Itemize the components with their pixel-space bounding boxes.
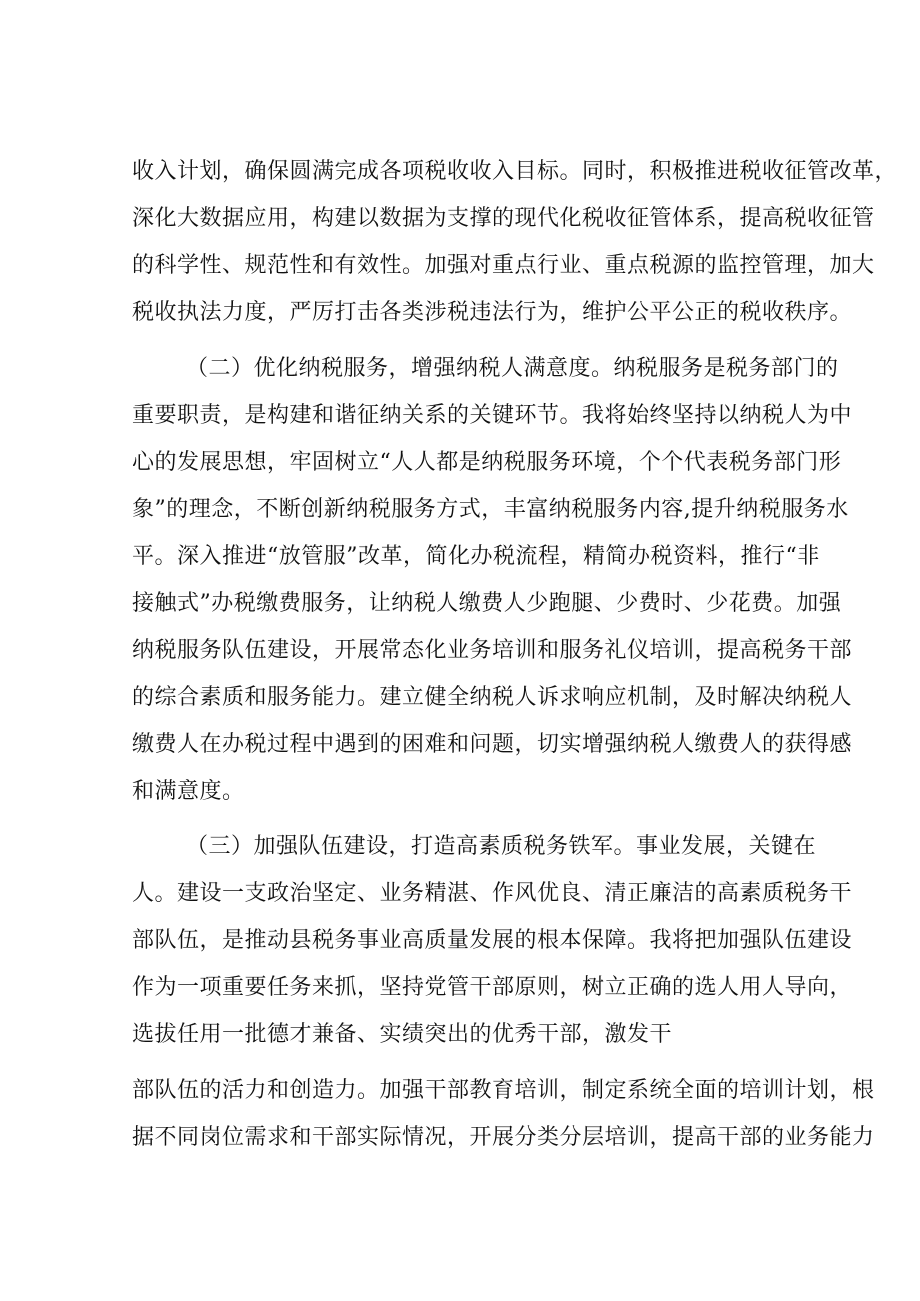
text-line: 深化大数据应用，构建以数据为支撑的现代化税收征管体系，提高税收征管 <box>132 206 875 231</box>
text-line: 的综合素质和服务能力。建立健全纳税人诉求响应机制，及时解决纳税人 <box>132 685 853 710</box>
text-line: 象”的理念，不断创新纳税服务方式，丰富纳税服务内容,提升纳税服务水 <box>132 497 849 522</box>
text-line: 纳税服务队伍建设，开展常态化业务培训和服务礼仪培训，提高税务干部 <box>132 638 853 663</box>
text-line: 心的发展思想，牢固树立“人人都是纳税服务环境，个个代表税务部门形 <box>132 450 842 475</box>
text-line: 税收执法力度，严厉打击各类涉税违法行为，维护公平公正的税收秩序。 <box>132 300 853 325</box>
paragraph-heading-three: （三）加强队伍建设，打造高素质税务铁军。事业发展，关键在 <box>186 834 817 859</box>
text-line: 缴费人在办税过程中遇到的困难和问题，切实增强纳税人缴费人的获得感 <box>132 732 853 757</box>
text-line: 平。深入推进“放管服”改革，简化办税流程，精简办税资料，推行“非 <box>132 544 820 569</box>
text-line: 选拔任用一批德才兼备、实绩突出的优秀干部，激发干 <box>132 1022 673 1047</box>
text-line: 重要职责，是构建和谐征纳关系的关键环节。我将始终坚持以纳税人为中 <box>132 403 853 428</box>
text-line: 部队伍的活力和创造力。加强干部教育培训，制定系统全面的培训计划，根 <box>132 1078 875 1103</box>
text-line: 收入计划，确保圆满完成各项税收收入目标。同时，积极推进税收征管改革， <box>132 159 898 184</box>
paragraph-heading-two: （二）优化纳税服务，增强纳税人满意度。纳税服务是税务部门的 <box>186 356 839 381</box>
text-line: 据不同岗位需求和干部实际情况，开展分类分层培训，提高干部的业务能力 <box>132 1125 875 1150</box>
text-line: 接触式”办税缴费服务，让纳税人缴费人少跑腿、少费时、少花费。加强 <box>132 591 842 616</box>
text-line: 人。建设一支政治坚定、业务精湛、作风优良、清正廉洁的高素质税务干 <box>132 881 853 906</box>
text-line: 部队伍，是推动县税务事业高质量发展的根本保障。我将把加强队伍建设 <box>132 928 853 953</box>
text-line: 作为一项重要任务来抓，坚持党管干部原则，树立正确的选人用人导向， <box>132 975 853 1000</box>
text-line: 和满意度。 <box>132 779 245 804</box>
text-line: 的科学性、规范性和有效性。加强对重点行业、重点税源的监控管理，加大 <box>132 253 875 278</box>
